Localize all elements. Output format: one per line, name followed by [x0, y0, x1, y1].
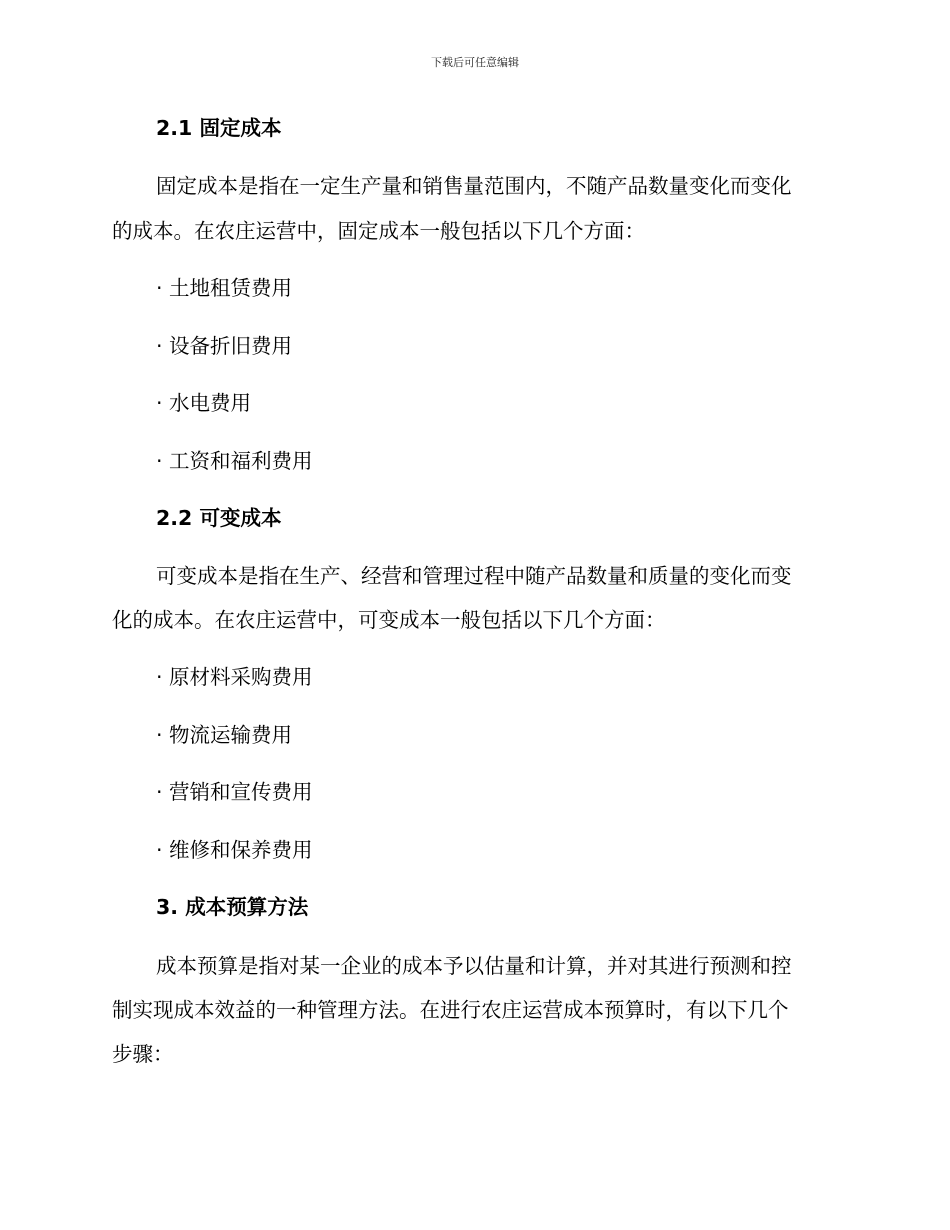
paragraph-line: 制实现成本效益的一种管理方法。在进行农庄运营成本预算时，有以下几个: [112, 998, 789, 1022]
list-item: · 物流运输费用: [156, 723, 293, 747]
paragraph-line: 可变成本是指在生产、经营和管理过程中随产品数量和质量的变化而变: [156, 564, 792, 588]
list-item: · 营销和宣传费用: [156, 780, 313, 804]
section-heading-budget-method: 3. 成本预算方法: [156, 895, 309, 919]
list-item: · 设备折旧费用: [156, 334, 293, 358]
paragraph-line: 化的成本。在农庄运营中，可变成本一般包括以下几个方面：: [112, 608, 666, 632]
paragraph-line: 的成本。在农庄运营中，固定成本一般包括以下几个方面：: [112, 219, 645, 243]
paragraph-line: 成本预算是指对某一企业的成本予以估量和计算，并对其进行预测和控: [156, 954, 792, 978]
paragraph-line: 固定成本是指在一定生产量和销售量范围内，不随产品数量变化而变化: [156, 174, 792, 198]
page-header-note: 下载后可任意编辑: [431, 56, 519, 69]
list-item: · 土地租赁费用: [156, 276, 293, 300]
list-item: · 原材料采购费用: [156, 665, 313, 689]
list-item: · 维修和保养费用: [156, 838, 313, 862]
section-heading-fixed-cost: 2.1 固定成本: [156, 116, 282, 140]
paragraph-line: 步骤：: [112, 1042, 174, 1066]
list-item: · 水电费用: [156, 391, 252, 415]
list-item: · 工资和福利费用: [156, 449, 313, 473]
section-heading-variable-cost: 2.2 可变成本: [156, 506, 282, 530]
